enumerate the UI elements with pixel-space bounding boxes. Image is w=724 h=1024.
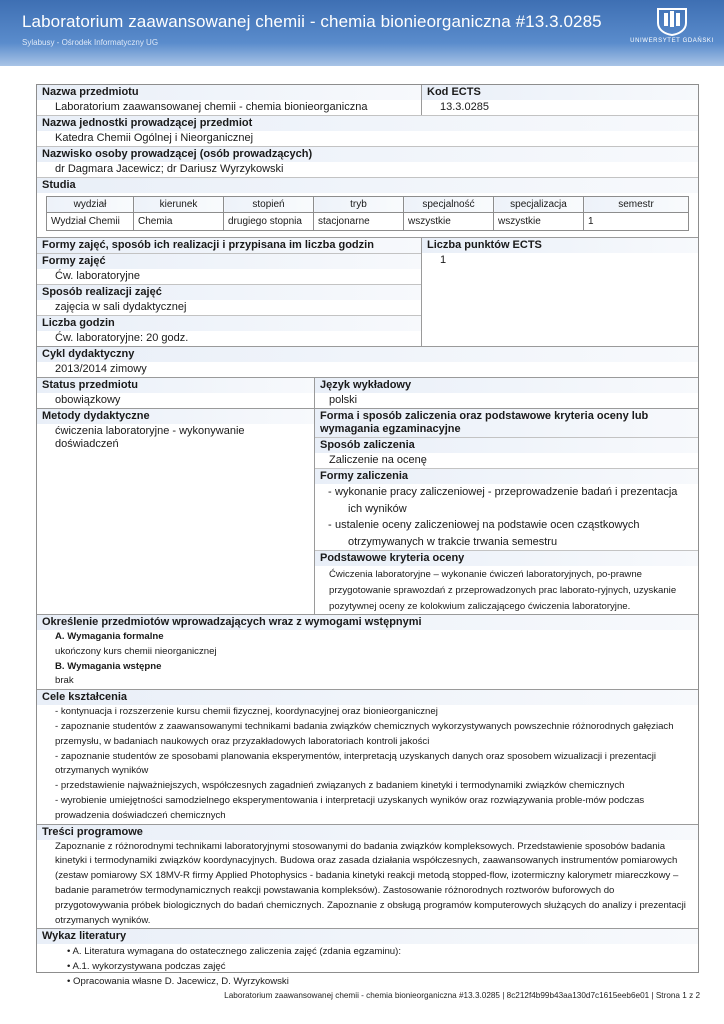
studies-header-cell: tryb: [314, 197, 404, 213]
studies-header-cell: stopień: [224, 197, 314, 213]
ects-code-value: 13.3.0285: [440, 101, 489, 113]
hours-value: Ćw. laboratoryjne: 20 godz.: [55, 332, 189, 344]
language-cell: [315, 378, 698, 408]
syllabus-document: [36, 84, 699, 988]
criteria-line: przygotowanie sprawozdań z przeprowadzonych prac laborato-ryjnych, uzyskanie: [329, 585, 677, 596]
studies-cell: Chemia: [134, 213, 224, 231]
status-value: obowiązkowy: [55, 394, 121, 406]
goals-line: - przedstawienie najważniejszych, współczesnych zagadnień związanych z badaniem kinetyki i termodynamiki związków chemicznych: [55, 780, 625, 792]
language-label: Język wykładowy: [315, 378, 698, 393]
assessment-cell: [315, 409, 698, 614]
dash-marker: -: [328, 519, 332, 531]
content-line: przygotowywania próbek biologicznych do badań chemicznych. Zapoznanie z obsługą programów komputerowych służących do analizy i prezentacji: [55, 899, 686, 911]
method-label: Sposób realizacji zajęć: [37, 284, 421, 300]
subject-name-value: Laboratorium zaawansowanej chemii - chemia bionieorganiczna: [55, 101, 368, 113]
studies-header-cell: wydział: [47, 197, 134, 213]
methods-assessment-row: [37, 408, 698, 614]
methods-label: Metody dydaktyczne: [37, 409, 314, 424]
subject-name-cell: [37, 85, 422, 115]
methods-value: ćwiczenia laboratoryjne - wykonywanie doświadczeń: [55, 425, 245, 450]
university-logo: [630, 6, 714, 44]
assessment-form-continuation: ich wyników: [348, 502, 407, 515]
content-label: Treści programowe: [37, 824, 698, 840]
initial-requirements-value: brak: [55, 675, 74, 687]
ects-code-cell: [422, 85, 698, 115]
content-line: badanie parametrów termodynamicznych reakcji powstawania kompleksów). Zastosowanie różnorodnych roztworów buforowych do: [55, 884, 615, 896]
prerequisites-label: Określenie przedmiotów wprowadzających wraz z wymogami wstępnymi: [37, 614, 698, 630]
assessment-form-line: [328, 517, 698, 534]
forms-row: [37, 237, 698, 346]
goals-line: - wyrobienie umiejętności samodzielnego eksperymentowania i interpretacji uzyskanych wyników oraz rozwiązywania proble-mów podczas: [55, 794, 645, 806]
ects-points-cell: [422, 238, 698, 346]
literature-item: • A.1. wykorzystywana podczas zajęć: [67, 961, 226, 973]
forms-section-label: Formy zajęć, sposób ich realizacji i przypisana im liczba godzin: [37, 238, 421, 253]
assessment-form-item: [315, 484, 698, 517]
method-value: zajęcia w sali dydaktycznej: [55, 301, 187, 313]
ects-points-label: Liczba punktów ECTS: [422, 238, 698, 253]
assessment-form-text: ustalenie oceny zaliczeniowej na podstawie ocen cząstkowych: [335, 519, 640, 531]
content-line: otrzymanych wyników.: [55, 914, 151, 926]
status-label: Status przedmiotu: [37, 378, 314, 393]
formal-requirements-value: ukończony kurs chemii nieorganicznej: [55, 645, 217, 657]
page-footer: Laboratorium zaawansowanej chemii - chemia bionieorganiczna #13.3.0285 | 8c212f4b99b43aa130d7c1615eeb6e01 | Strona 1 z 2: [224, 991, 700, 1000]
literature-item: • A. Literatura wymagana do ostatecznego zaliczenia zajęć (zdania egzaminu):: [67, 946, 401, 958]
studies-cell: wszystkie: [404, 213, 494, 231]
content-line: kinetyki i termodynamiki związków koordynacyjnych. Budowa oraz zasada działania współczesnych, zaawansowanych instrumentów pomiarowych: [55, 855, 678, 867]
studies-label: Studia: [37, 177, 698, 193]
studies-data-row: [47, 213, 689, 231]
formal-requirements-label: A. Wymagania formalne: [55, 631, 164, 642]
ects-points-value: 1: [440, 254, 447, 266]
goals-label: Cele kształcenia: [37, 689, 698, 705]
goals-line: - kontynuacja i rozszerzenie kursu chemii fizycznej, koordynacyjnej oraz bionieorganicznej: [55, 706, 438, 718]
lecturers-label: Nazwisko osoby prowadzącej (osób prowadzących): [37, 146, 698, 162]
assessment-method-value: Zaliczenie na ocenę: [329, 454, 427, 466]
assessment-forms-label: Formy zaliczenia: [315, 468, 698, 484]
assessment-form-line: [328, 484, 698, 501]
studies-cell: 1: [584, 213, 689, 231]
forms-label: Formy zajęć: [37, 253, 421, 269]
cycle-value: 2013/2014 zimowy: [55, 363, 147, 375]
university-crest-icon: [655, 6, 689, 36]
cycle-label: Cykl dydaktyczny: [37, 346, 698, 362]
assessment-method-label: Sposób zaliczenia: [315, 437, 698, 453]
literature-label: Wykaz literatury: [37, 928, 698, 944]
assessment-form-text: wykonanie pracy zaliczeniowej - przeprowadzenie badań i prezentacja: [335, 486, 678, 498]
criteria-line: Ćwiczenia laboratoryjne – wykonanie ćwiczeń laboratoryjnych, po-prawne: [329, 569, 643, 580]
studies-header-cell: specjalizacja: [494, 197, 584, 213]
dash-marker: -: [328, 486, 332, 498]
content-line: Zapoznanie z różnorodnymi technikami laboratoryjnymi stosowanymi do badania związków kompleksowych. Przedstawienie sposobów badania: [55, 840, 666, 852]
assessment-label: Forma i sposób zaliczenia oraz podstawowe kryteria oceny lub wymagania egzaminacyjne: [315, 409, 698, 437]
ects-code-label: Kod ECTS: [422, 85, 698, 100]
subject-name-label: Nazwa przedmiotu: [37, 85, 421, 100]
forms-cell: [37, 238, 422, 346]
unit-value: Katedra Chemii Ogólnej i Nieorganicznej: [55, 132, 254, 144]
subject-row: [37, 85, 698, 115]
criteria-line: pozytywnej oceny ze kolokwium zaliczającego ćwiczenia laboratoryjne.: [329, 601, 631, 612]
page-banner: [0, 0, 724, 66]
hours-label: Liczba godzin: [37, 315, 421, 331]
language-value: polski: [329, 394, 358, 406]
studies-cell: stacjonarne: [314, 213, 404, 231]
goals-line: - zapoznanie studentów ze sposobami planowania eksperymentów, interpretacją uzyskanych danych oraz sposobem wizualizacji i prezentacji: [55, 750, 656, 762]
studies-header-row: [47, 197, 689, 213]
studies-header-cell: semestr: [584, 197, 689, 213]
unit-label: Nazwa jednostki prowadzącej przedmiot: [37, 115, 698, 131]
methods-cell: [37, 409, 315, 614]
studies-table: [46, 196, 689, 231]
goals-line: otrzymanych wyników: [55, 765, 149, 777]
forms-value: Ćw. laboratoryjne: [55, 270, 140, 282]
goals-line: prowadzenia doświadczeń chemicznych: [55, 809, 226, 821]
lecturers-value: dr Dagmara Jacewicz; dr Dariusz Wyrzykowski: [55, 163, 284, 175]
logo-text: UNIWERSYTET GDAŃSKI: [630, 38, 714, 44]
studies-cell: Wydział Chemii: [47, 213, 134, 231]
criteria-label: Podstawowe kryteria oceny: [315, 550, 698, 566]
literature-item: • Opracowania własne D. Jacewicz, D. Wyrzykowski: [67, 976, 289, 988]
studies-cell: wszystkie: [494, 213, 584, 231]
goals-line: - zapoznanie studentów z zaawansowanymi technikami badania związków chemicznych wykorzystywanych powszechnie różnorodnych gałęziach: [55, 720, 674, 732]
status-language-row: [37, 377, 698, 408]
content-line: (zestaw pomiarowy SX 18MV-R firmy Applied Photophysics - badania kinetyki reakcji metodą stopped-flow, izotermiczny kalorymetr miareczkowy –: [55, 870, 679, 882]
banner-subtitle: Sylabusy - Ośrodek Informatyczny UG: [22, 38, 159, 47]
studies-cell: drugiego stopnia: [224, 213, 314, 231]
status-cell: [37, 378, 315, 408]
assessment-form-item: [315, 517, 698, 550]
initial-requirements-label: B. Wymagania wstępne: [55, 660, 162, 672]
assessment-form-continuation: otrzymywanych w trakcie trwania semestru: [348, 535, 558, 548]
studies-header-cell: kierunek: [134, 197, 224, 213]
banner-title: Laboratorium zaawansowanej chemii - chemia bionieorganiczna #13.3.0285: [22, 12, 602, 31]
studies-header-cell: specjalność: [404, 197, 494, 213]
goals-line: przemysłu, w badaniach naukowych oraz przyzakładowych laboratoriach kontroli jakości: [55, 735, 430, 747]
